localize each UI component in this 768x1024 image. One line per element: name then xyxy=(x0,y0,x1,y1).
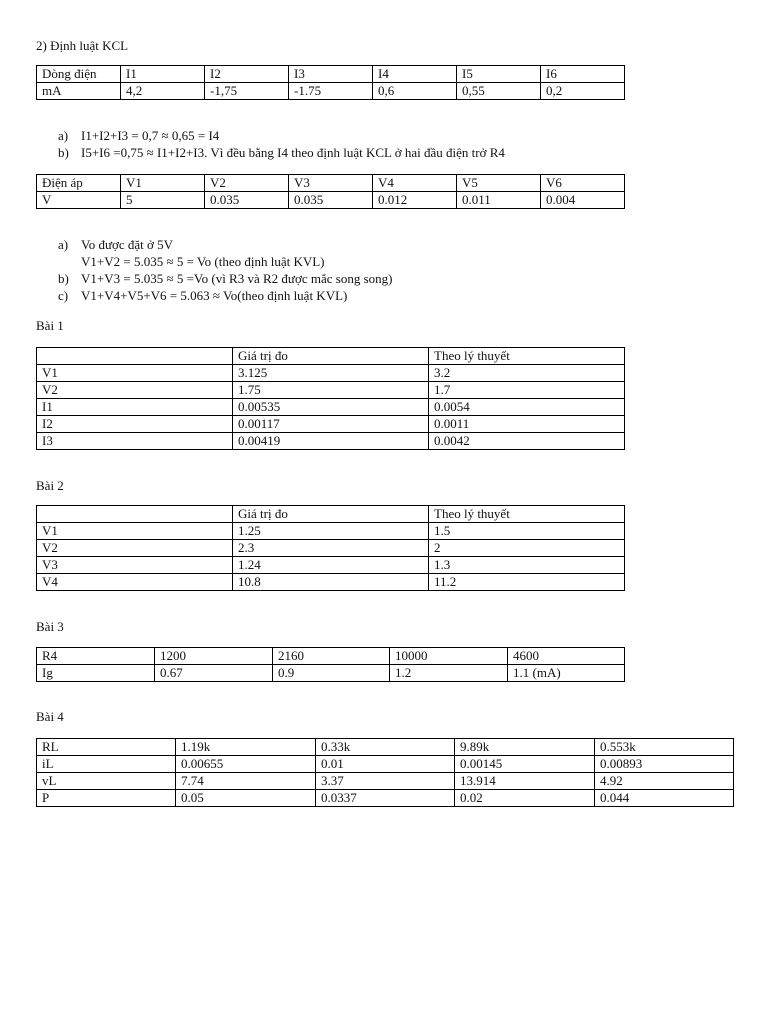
bai1-heading: Bài 1 xyxy=(36,318,64,333)
bai1-table-cell: 0.0011 xyxy=(429,416,625,433)
bai1-table xyxy=(36,347,625,450)
bai2-table-cell: Giá trị đo xyxy=(233,506,429,523)
voltage-note-text: V1+V4+V5+V6 = 5.063 ≈ Vo(theo định luật KVL) xyxy=(81,288,348,303)
voltage-table-cell: V4 xyxy=(373,175,457,192)
bai2-table-cell: 1.25 xyxy=(233,523,429,540)
current-table-cell: 4,2 xyxy=(121,83,205,100)
bai1-table-row xyxy=(37,365,625,382)
bai2-table-cell: 1.3 xyxy=(429,557,625,574)
bai2-table-cell: 11.2 xyxy=(429,574,625,591)
bai4-table-cell: RL xyxy=(37,739,176,756)
bai4-table-cell: iL xyxy=(37,756,176,773)
bai3-table xyxy=(36,647,625,682)
voltage-table xyxy=(36,174,625,209)
bai1-table-cell: 0.00535 xyxy=(233,399,429,416)
current-table-cell: I3 xyxy=(289,66,373,83)
voltage-table-cell: V1 xyxy=(121,175,205,192)
bai2-table-cell: V2 xyxy=(37,540,233,557)
bai1-table-cell: I3 xyxy=(37,433,233,450)
voltage-table-cell: 0.035 xyxy=(289,192,373,209)
bai1-table-cell: Theo lý thuyết xyxy=(429,348,625,365)
bai2-table-row xyxy=(37,523,625,540)
bai2-table-cell: V3 xyxy=(37,557,233,574)
bai3-table-cell: 1.2 xyxy=(390,665,508,682)
voltage-note-item xyxy=(58,270,392,287)
current-table-cell: -1,75 xyxy=(205,83,289,100)
bai4-table-row xyxy=(37,790,734,807)
bai1-table-cell: 0.0054 xyxy=(429,399,625,416)
bai4-table-cell: 0.044 xyxy=(595,790,734,807)
voltage-note-text: V1+V3 = 5.035 ≈ 5 =Vo (vì R3 và R2 được mắc song song) xyxy=(81,271,393,286)
current-table-cell: -1.75 xyxy=(289,83,373,100)
current-table xyxy=(36,65,625,100)
bai3-table-cell: 0.9 xyxy=(273,665,390,682)
current-table-cell: mA xyxy=(37,83,121,100)
bai4-table-cell: 0.00893 xyxy=(595,756,734,773)
current-table-cell: I4 xyxy=(373,66,457,83)
bai3-table-cell: 1200 xyxy=(155,648,273,665)
bai1-table-row xyxy=(37,399,625,416)
voltage-table-cell: V2 xyxy=(205,175,289,192)
current-notes xyxy=(58,127,505,161)
voltage-table-cell: V6 xyxy=(541,175,625,192)
bai4-table-row xyxy=(37,773,734,790)
bai2-table xyxy=(36,505,625,591)
bai2-table-cell: 10.8 xyxy=(233,574,429,591)
current-note-item xyxy=(58,144,505,161)
bai4-table-cell: 0.05 xyxy=(176,790,316,807)
voltage-table-row xyxy=(37,175,625,192)
bai2-table-cell: V1 xyxy=(37,523,233,540)
bai3-heading: Bài 3 xyxy=(36,619,64,634)
bai2-table-cell: 1.24 xyxy=(233,557,429,574)
bai4-table-cell: 7.74 xyxy=(176,773,316,790)
current-table-cell: 0,6 xyxy=(373,83,457,100)
bai1-table-cell: 1.7 xyxy=(429,382,625,399)
voltage-notes xyxy=(58,236,392,304)
voltage-table-cell: V5 xyxy=(457,175,541,192)
bai3-table-row xyxy=(37,665,625,682)
bai4-table xyxy=(36,738,734,807)
current-table-cell: I5 xyxy=(457,66,541,83)
bai4-table-cell: 0.553k xyxy=(595,739,734,756)
bai2-table-cell xyxy=(37,506,233,523)
bai2-table-row xyxy=(37,574,625,591)
bai1-table-cell: 0.0042 xyxy=(429,433,625,450)
bai1-table-cell: 1.75 xyxy=(233,382,429,399)
bai1-table-cell: V1 xyxy=(37,365,233,382)
current-table-cell: Dòng điện xyxy=(37,66,121,83)
bai1-table-cell: V2 xyxy=(37,382,233,399)
current-table-cell: 0,2 xyxy=(541,83,625,100)
bai1-table-cell: 3.125 xyxy=(233,365,429,382)
voltage-table-cell: V xyxy=(37,192,121,209)
voltage-table-cell: 0.011 xyxy=(457,192,541,209)
bai1-table-row xyxy=(37,433,625,450)
voltage-note-item xyxy=(58,287,392,304)
bai1-table-cell xyxy=(37,348,233,365)
bai4-table-cell: 9.89k xyxy=(455,739,595,756)
bai2-table-cell: 2 xyxy=(429,540,625,557)
current-note-item xyxy=(58,127,505,144)
bai2-table-row xyxy=(37,557,625,574)
voltage-note-item xyxy=(58,236,392,270)
bai4-table-cell: 13.914 xyxy=(455,773,595,790)
voltage-table-cell: 0.035 xyxy=(205,192,289,209)
bai3-table-row xyxy=(37,648,625,665)
bai1-table-cell: 0.00117 xyxy=(233,416,429,433)
bai1-table-cell: Giá trị đo xyxy=(233,348,429,365)
bai1-table-row xyxy=(37,416,625,433)
voltage-table-cell: V3 xyxy=(289,175,373,192)
bai3-table-cell: Ig xyxy=(37,665,155,682)
bai4-table-cell: 0.33k xyxy=(316,739,455,756)
voltage-note-marker: b) xyxy=(58,271,69,286)
bai3-table-cell: 2160 xyxy=(273,648,390,665)
bai4-table-cell: 3.37 xyxy=(316,773,455,790)
current-table-cell: I2 xyxy=(205,66,289,83)
bai4-table-cell: 0.01 xyxy=(316,756,455,773)
voltage-table-row xyxy=(37,192,625,209)
bai2-table-cell: 2.3 xyxy=(233,540,429,557)
current-table-cell: I6 xyxy=(541,66,625,83)
bai4-table-cell: 0.02 xyxy=(455,790,595,807)
bai4-heading: Bài 4 xyxy=(36,709,64,724)
bai4-table-cell: 4.92 xyxy=(595,773,734,790)
bai2-table-cell: V4 xyxy=(37,574,233,591)
bai3-table-cell: 0.67 xyxy=(155,665,273,682)
voltage-note-text: Vo được đặt ở 5V xyxy=(81,237,174,252)
current-table-cell: 0,55 xyxy=(457,83,541,100)
current-table-row xyxy=(37,66,625,83)
bai2-heading: Bài 2 xyxy=(36,478,64,493)
kcl-heading: 2) Định luật KCL xyxy=(36,38,129,53)
voltage-table-cell: 0.012 xyxy=(373,192,457,209)
bai1-table-row xyxy=(37,382,625,399)
bai1-table-cell: 3.2 xyxy=(429,365,625,382)
bai2-table-row xyxy=(37,540,625,557)
bai2-table-cell: 1.5 xyxy=(429,523,625,540)
bai1-table-cell: 0.00419 xyxy=(233,433,429,450)
bai4-table-cell: P xyxy=(37,790,176,807)
bai4-table-cell: 0.0337 xyxy=(316,790,455,807)
voltage-note-marker: c) xyxy=(58,288,69,303)
voltage-table-cell: 5 xyxy=(121,192,205,209)
current-table-row xyxy=(37,83,625,100)
bai4-table-row xyxy=(37,756,734,773)
bai4-table-cell: 1.19k xyxy=(176,739,316,756)
voltage-table-cell: Điện áp xyxy=(37,175,121,192)
bai3-table-cell: 1.1 (mA) xyxy=(508,665,625,682)
bai4-table-cell: vL xyxy=(37,773,176,790)
bai4-table-cell: 0.00145 xyxy=(455,756,595,773)
bai1-table-row xyxy=(37,348,625,365)
bai2-table-row xyxy=(37,506,625,523)
bai3-table-cell: R4 xyxy=(37,648,155,665)
bai3-table-cell: 4600 xyxy=(508,648,625,665)
current-note-text: I1+I2+I3 = 0,7 ≈ 0,65 = I4 xyxy=(81,128,220,143)
bai4-table-cell: 0.00655 xyxy=(176,756,316,773)
voltage-note-text: V1+V2 = 5.035 ≈ 5 = Vo (theo định luật KVL) xyxy=(81,254,325,269)
bai3-table-cell: 10000 xyxy=(390,648,508,665)
bai1-table-cell: I1 xyxy=(37,399,233,416)
current-note-text: I5+I6 =0,75 ≈ I1+I2+I3. Vì đều bằng I4 theo định luật KCL ở hai đầu điện trở R4 xyxy=(81,145,505,160)
current-note-marker: a) xyxy=(58,128,69,143)
current-note-marker: b) xyxy=(58,145,69,160)
current-table-cell: I1 xyxy=(121,66,205,83)
voltage-table-cell: 0.004 xyxy=(541,192,625,209)
bai1-table-cell: I2 xyxy=(37,416,233,433)
bai2-table-cell: Theo lý thuyết xyxy=(429,506,625,523)
voltage-note-marker: a) xyxy=(58,237,69,252)
bai4-table-row xyxy=(37,739,734,756)
